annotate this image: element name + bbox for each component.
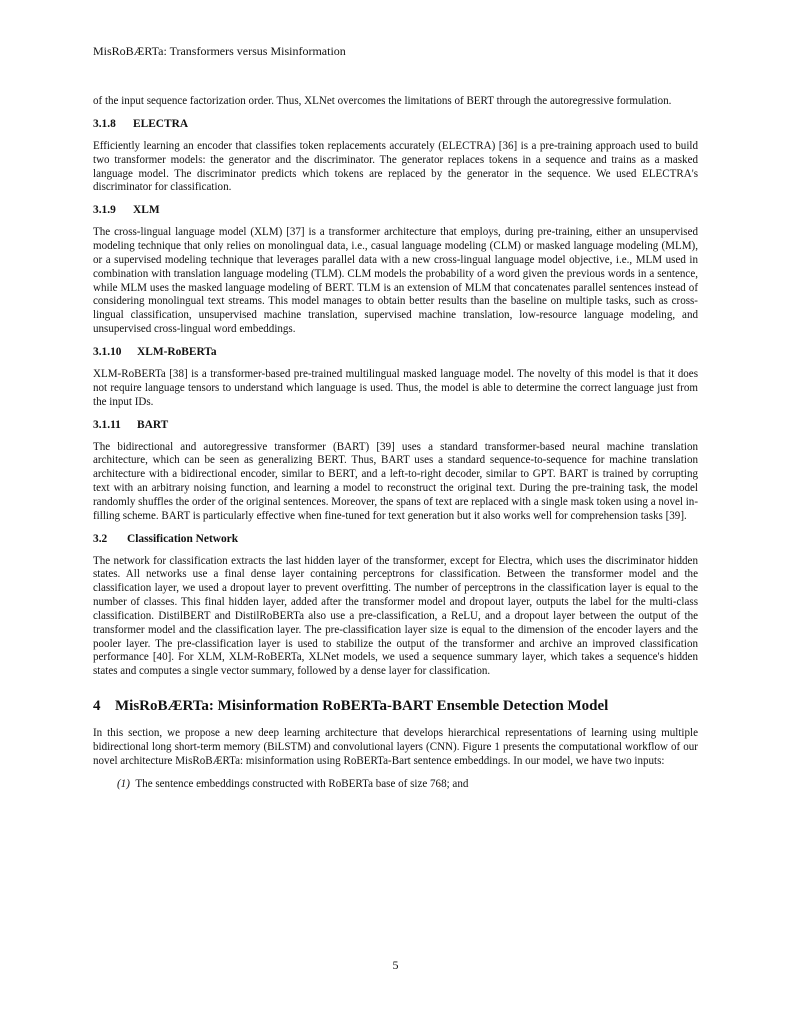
heading-number: 3.1.11: [93, 418, 121, 431]
heading-title: BART: [137, 418, 169, 431]
paragraph-classification-network: The network for classification extracts the last hidden layer of the transformer, except for Electra, which uses the discriminator hidden states. All networks use a final dense layer containing perceptrons for classification. Between the transformer model and the classification layer, we used a dropout layer to prevent overfitting. The number of perceptrons in the classification layer is equal to the number of classes. This final hidden layer, added after the transformer model and dropout layer, outputs the label for the multi-class classification. DistilBERT and DistilRoBERTa also use a pre-classification, a ReLU, and a dropout layer between the output of the transformer model and the classification layer. The pre-classification layer size is equal to the dimension of the encoder layers and the pooler layer. The pre-classification layer is used to stabilize the output of the transformer and archive an improved classification performance [40]. For XLM, XLM-RoBERTa, XLNet models, we used a sequence summary layer, which takes a sequence's hidden states and computes a single vector summary, followed by a dense layer for classification.: [93, 554, 698, 678]
heading-xlm-roberta: [93, 345, 698, 359]
heading-title: MisRoBÆRTa: Misinformation RoBERTa-BART Ensemble Detection Model: [115, 698, 609, 715]
heading-title: Classification Network: [127, 532, 239, 545]
heading-title: XLM-RoBERTa: [137, 345, 217, 358]
heading-section-4: [93, 697, 698, 715]
heading-number: 3.1.8: [93, 117, 116, 130]
paragraph-xlm: The cross-lingual language model (XLM) [37] is a transformer architecture that employs, during pre-training, either an unsupervised modeling technique that only relies on monolingual data, i.e., casual language modeling (CLM) or masked language modeling (MLM), or a supervised modeling technique that leverages parallel data with a new cross-lingual language model objective, i.e., MLM used in combination with translation language modeling (TLM). CLM models the probability of a word given the previous words in a sentence, while MLM uses the masked language modeling of BERT. TLM is an extension of MLM that concatenates parallel sentences instead of considering monolingual text streams. This model manages to obtain better results than the baseline on multiple tasks, such as cross-lingual classification, unsupervised machine translation, supervised machine translation, low-resource language modeling, and unsupervised cross-lingual word embeddings.: [93, 226, 698, 336]
paragraph-electra: Efficiently learning an encoder that classifies token replacements accurately (ELECTRA) [36] is a pre-training approach used to build two transformer models: the generator and the discriminator. The generator replaces tokens in a sequence and trains as a masked language model. The discriminator predicts which tokens are replaced by the generator in the sequence. We used ELECTRA's discriminator for classification.: [93, 139, 698, 194]
paragraph-xlnet-continuation: of the input sequence factorization order. Thus, XLNet overcomes the limitations of BERT through the autoregressive formulation.: [93, 95, 672, 107]
heading-number: 4: [93, 698, 101, 715]
heading-title: XLM: [133, 204, 160, 217]
list-item-text: The sentence embeddings constructed with RoBERTa base of size 768; and: [135, 777, 469, 790]
main-content: [93, 95, 698, 792]
heading-title: ELECTRA: [133, 117, 189, 130]
paragraph-xlm-roberta: XLM-RoBERTa [38] is a transformer-based pre-trained multilingual masked language model. The novelty of this model is that it does not require language tensors to understand which language is used. Thus, the model is able to determine the correct language just from the input IDs.: [93, 367, 698, 408]
paragraph-bart: The bidirectional and autoregressive transformer (BART) [39] uses a standard transformer-based neural machine translation architecture, which can be seen as generalizing BERT. Thus, BART uses a standard sequence-to-sequence for machine translation architecture with a bidirectional encoder, similar to BERT, and a left-to-right decoder, similar to GPT. BART is trained by corrupting text with an arbitrary noising function, and learning a model to reconstruct the original text. During the pre-training task, the model randomly shuffles the order of the original sentences. Moreover, the spans of text are replaced with a single mask token using a novel in-filling scheme. BART is particularly effective when fine-tuned for text generation but it also works well for comprehension tasks [39].: [93, 440, 698, 522]
running-header: MisRoBÆRTa: Transformers versus Misinformation: [93, 44, 346, 58]
paragraph-section-4: In this section, we propose a new deep learning architecture that develops hierarchical representations of learning using multiple bidirectional long short-term memory (BiLSTM) and convolutional layers (CNN). Figure 1 presents the computational workflow of our novel architecture MisRoBÆRTa: misinformation using RoBERTa-Bart sentence embeddings. In our model, we have two inputs:: [93, 727, 698, 767]
heading-classification-network: [93, 532, 698, 546]
heading-bart: [93, 418, 698, 432]
list-item: [117, 778, 698, 792]
heading-number: 3.1.9: [93, 204, 116, 217]
heading-xlm: [93, 203, 698, 217]
heading-number: 3.2: [93, 532, 108, 545]
list-marker: (1): [117, 777, 130, 790]
page-number: 5: [392, 958, 399, 972]
heading-number: 3.1.10: [93, 345, 122, 358]
heading-electra: [93, 117, 698, 131]
